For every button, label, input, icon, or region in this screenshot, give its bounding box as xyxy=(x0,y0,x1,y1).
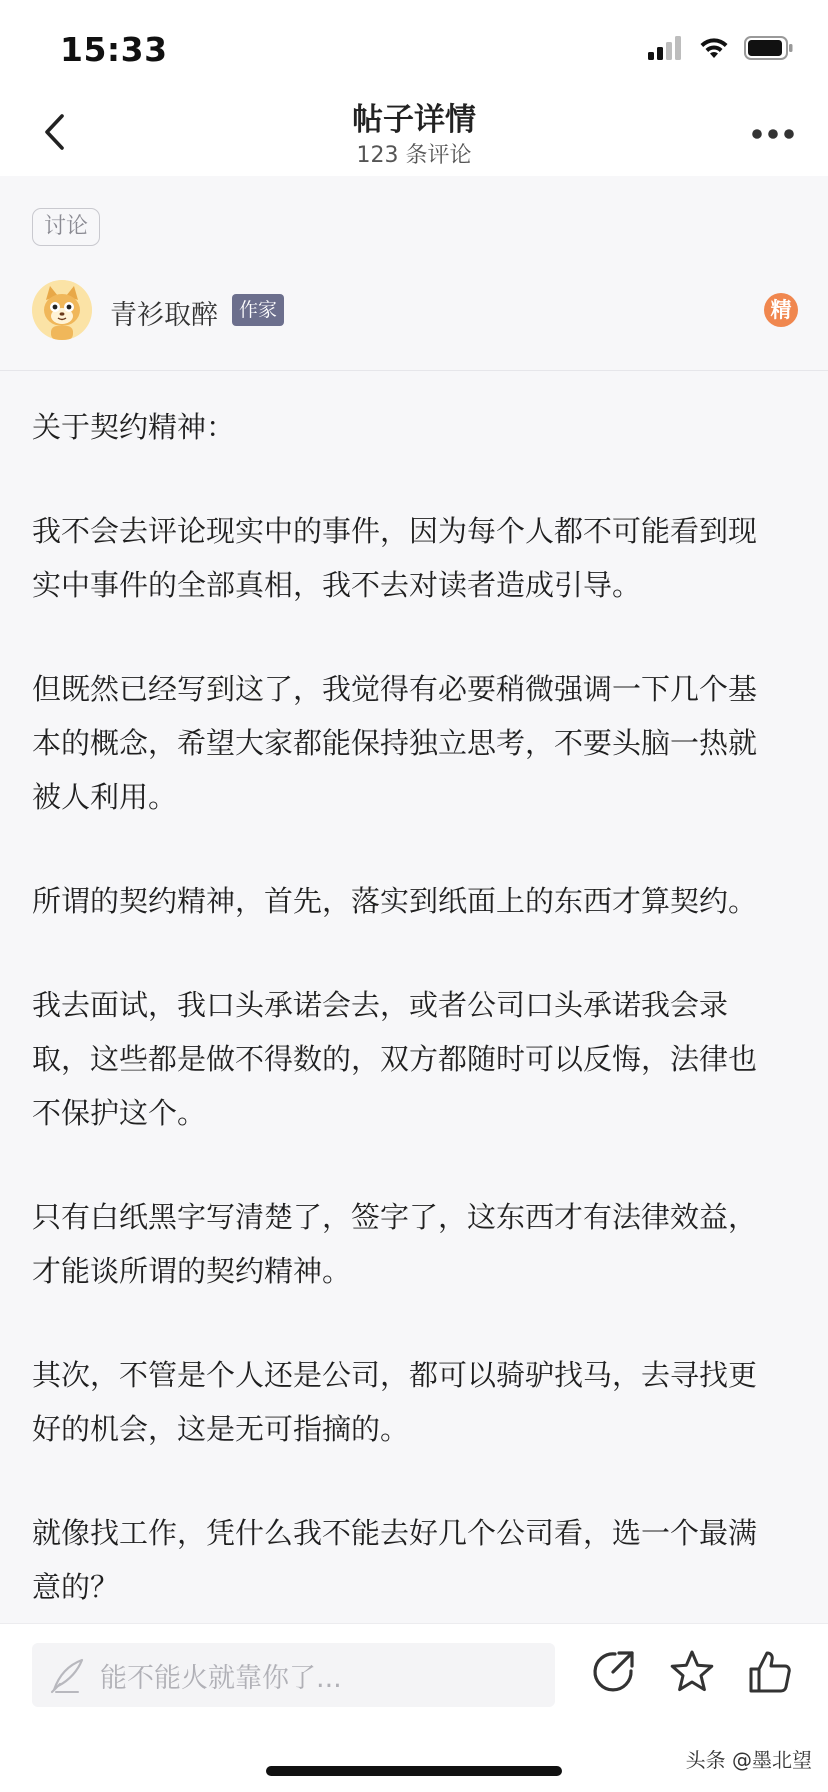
status-time: 15:33 xyxy=(60,30,168,69)
cellular-signal-icon xyxy=(648,36,684,64)
star-icon xyxy=(669,1649,715,1699)
post-paragraph: 我去面试，我口头承诺会去，或者公司口头承诺我会录取，这些都是做不得数的，双方都随时可以反悔，法律也不保护这个。 xyxy=(32,988,758,1130)
more-button[interactable] xyxy=(748,110,798,158)
share-button[interactable] xyxy=(588,1648,640,1700)
share-icon xyxy=(591,1649,637,1699)
post-body xyxy=(32,400,782,1622)
featured-badge: 精 xyxy=(764,293,798,327)
battery-icon xyxy=(744,36,794,64)
comment-placeholder: 能不能火就靠你了... xyxy=(100,1662,342,1694)
avatar[interactable] xyxy=(32,280,92,340)
cat-avatar-icon xyxy=(32,280,92,340)
post-paragraph: 其次，不管是个人还是公司，都可以骑驴找马，去寻找更好的机会，这是无可指摘的。 xyxy=(32,1358,758,1446)
post-paragraph: 所谓的契约精神，首先，落实到纸面上的东西才算契约。 xyxy=(32,884,758,918)
wifi-icon xyxy=(698,36,730,64)
post-paragraph: 我不会去评论现实中的事件，因为每个人都不可能看到现实中事件的全部真相，我不去对读者造成引导。 xyxy=(32,514,758,602)
post-paragraph: 只有白纸黑字写清楚了，签字了，这东西才有法律效益，才能谈所谓的契约精神。 xyxy=(32,1200,758,1288)
watermark: 头条 @墨北望 xyxy=(685,1748,812,1772)
topic-tag[interactable]: 讨论 xyxy=(32,208,100,246)
more-dots-icon xyxy=(751,125,795,144)
status-bar xyxy=(0,0,828,92)
comment-input[interactable] xyxy=(32,1643,555,1707)
author-row[interactable] xyxy=(32,280,798,340)
post-paragraph: 就像找工作，凭什么我不能去好几个公司看，选一个最满意的？ xyxy=(32,1516,758,1604)
like-button[interactable] xyxy=(744,1648,796,1700)
page-title: 帖子详情 xyxy=(352,102,476,138)
navigation-bar xyxy=(0,92,828,176)
author-name[interactable]: 青衫取醉 xyxy=(110,300,218,331)
home-indicator xyxy=(266,1766,562,1776)
post-paragraph: 但既然已经写到这了，我觉得有必要稍微强调一下几个基本的概念，希望大家都能保持独立思考，不要头脑一热就被人利用。 xyxy=(32,672,758,814)
status-icons xyxy=(648,36,794,64)
thumbs-up-icon xyxy=(747,1649,793,1699)
author-role-badge: 作家 xyxy=(232,294,284,326)
quill-pen-icon xyxy=(48,1656,86,1694)
header-divider xyxy=(0,370,828,371)
comment-count: 123 条评论 xyxy=(356,143,472,168)
post-paragraph: 关于契约精神： xyxy=(32,410,236,444)
favorite-button[interactable] xyxy=(666,1648,718,1700)
